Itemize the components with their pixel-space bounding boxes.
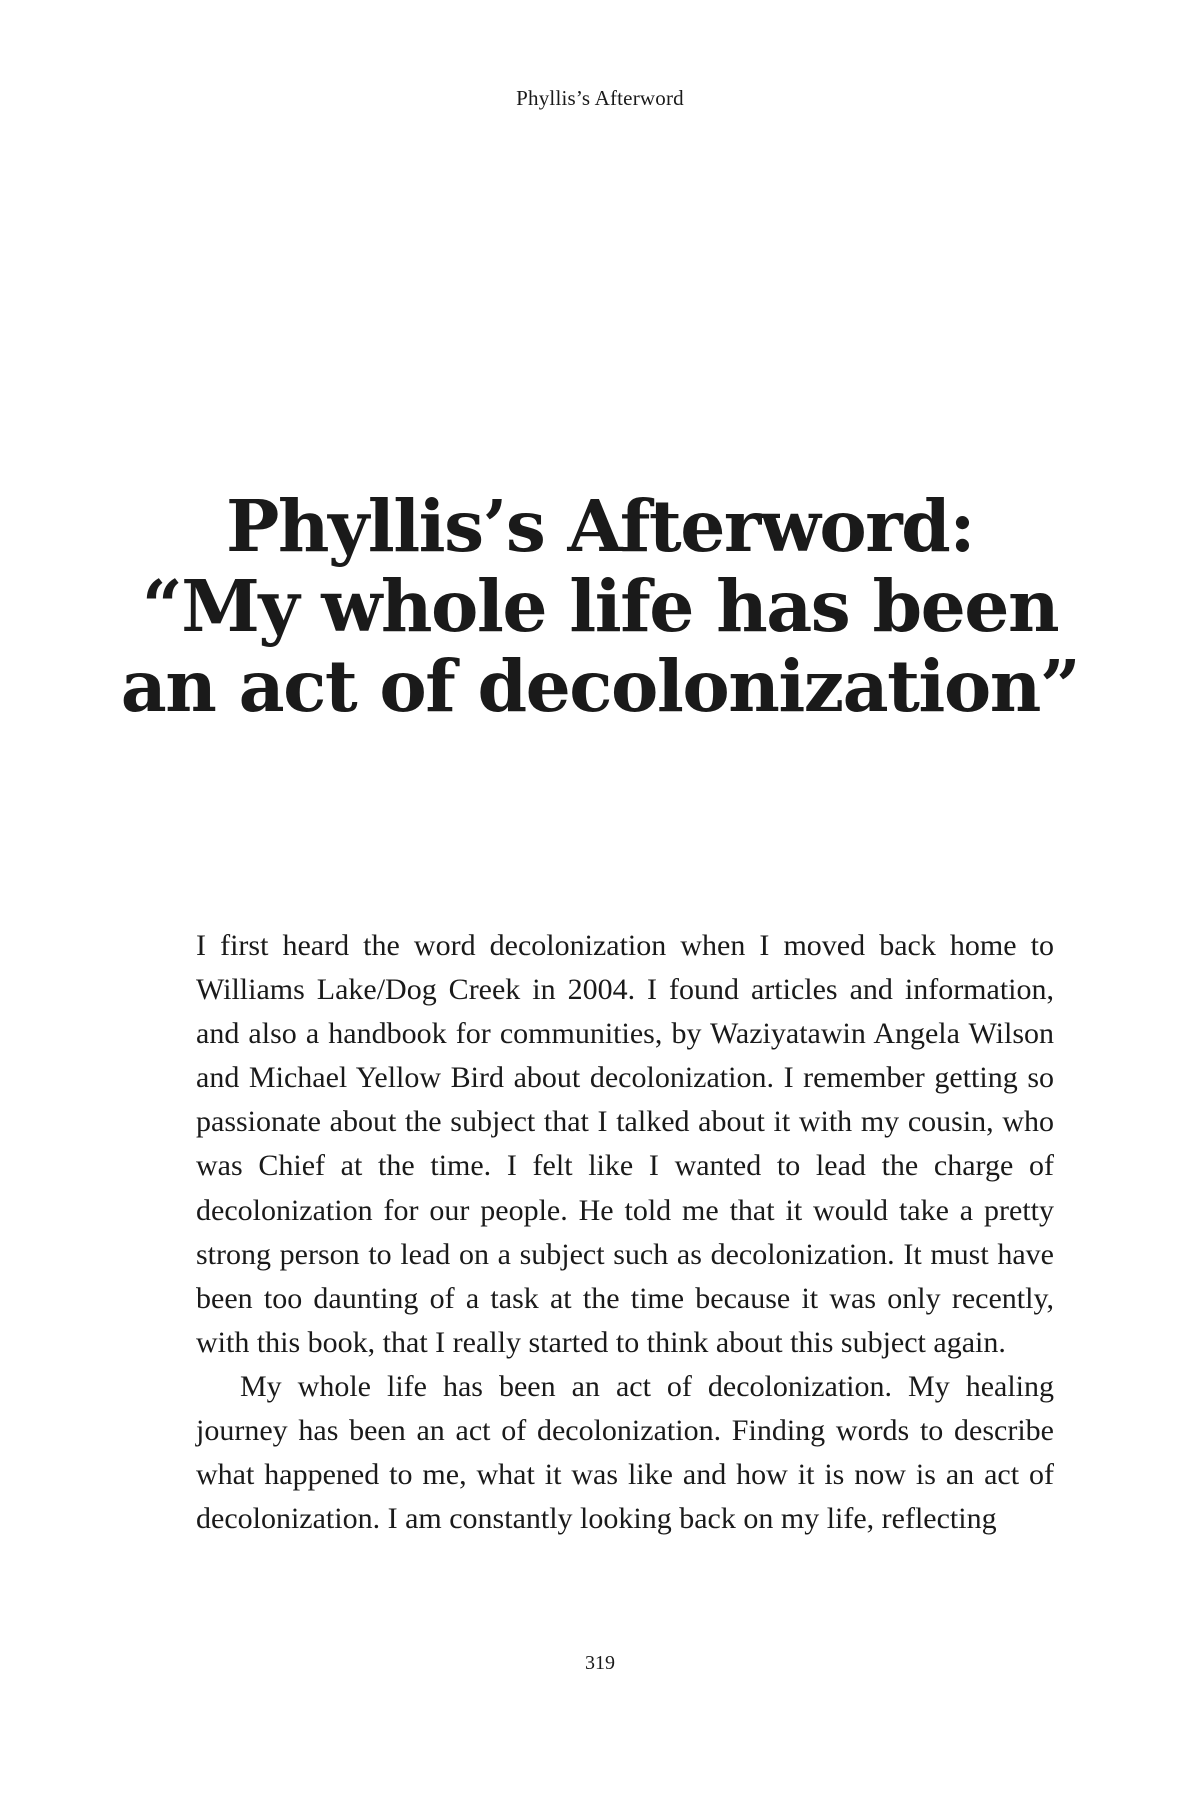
chapter-title-line-2: “My whole life has been: [141, 564, 1059, 648]
body-paragraph-2: My whole life has been an act of decolonization. My healing journey has been an act of decolonization. Finding words to describe what happened to me, what it was like and how it is now is an act of decolonization. I am constantly looking back on my life, reflecting: [196, 1369, 1054, 1536]
page-number: 319: [585, 1652, 615, 1674]
running-head-text: Phyllis’s Afterword: [516, 86, 684, 110]
chapter-title-line-1: Phyllis’s Afterword:: [225, 484, 975, 568]
chapter-title: [0, 486, 1200, 726]
chapter-title-line-3: an act of decolonization”: [120, 644, 1080, 728]
body-paragraph-1: I first heard the word decolonization when I moved back home to Williams Lake/Dog Creek in 2004. I found articles and information, and also a handbook for communities, by Waziyatawin Angela Wilson and Michael Yellow Bird about decolonization. I remember getting so passionate about the subject that I talked about it with my cousin, who was Chief at the time. I felt like I wanted to lead the charge of decolonization for our people. He told me that it would take a pretty strong person to lead on a subject such as decolonization. It must have been too daunting of a task at the time because it was only recently, with this book, that I really started to think about this subject again.: [196, 929, 1054, 1359]
body-text: [196, 924, 1054, 1541]
